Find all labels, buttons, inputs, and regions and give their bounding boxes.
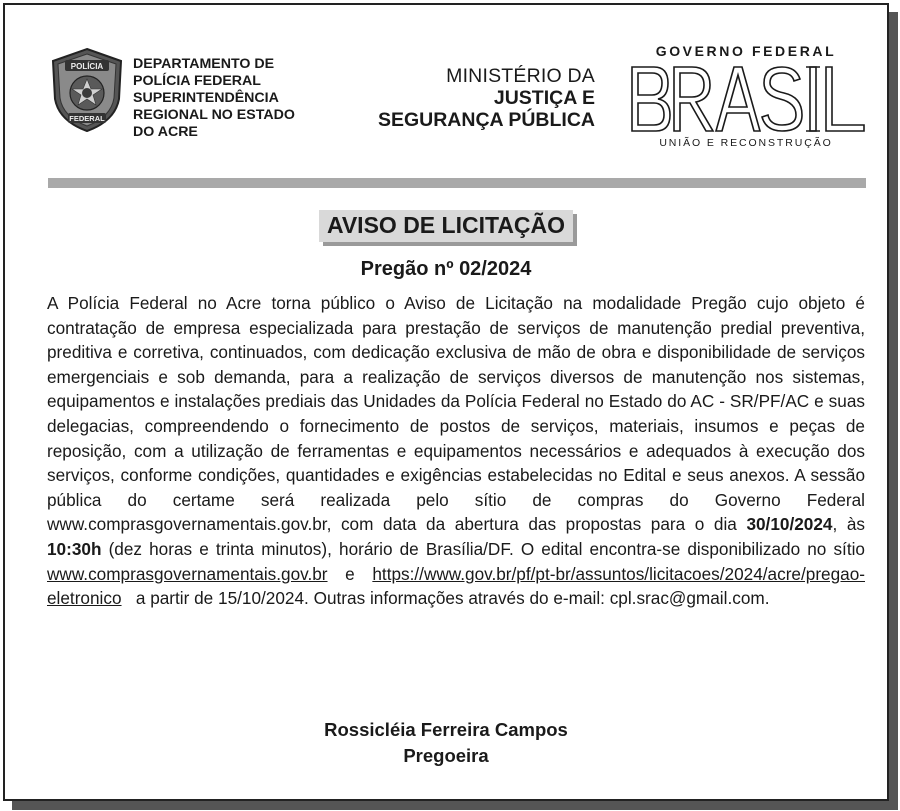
notice-title: AVISO DE LICITAÇÃO — [319, 210, 573, 242]
pf-pregao-link[interactable]: https://www.gov.br/pf/pt-br/assuntos/licitacoes/2024/acre/pregao-eletronico — [47, 563, 865, 609]
department-line: DEPARTAMENTO DE — [133, 56, 275, 72]
seal-bottom-text: FEDERAL — [69, 114, 105, 123]
body-text: e — [327, 563, 373, 584]
body-text: A Polícia Federal no Acre torna público o Aviso de Licitação na modalidade Pregão cujo objeto é contratação de empresa especializada para prestação de serviços de manutenção predial preventiva, preditiva e corretiva, continuados, com dedicação exclusiva de mão de obra e disponibilidade de serviços emergenciais e sob demanda, para a realização de serviços diversos de manutenção nos sistemas, equipamentos e instalações prediais das Unidades da Polícia Federal no Estado do AC - SR/PF/AC e suas delegacias, compreendendo o fornecimento de postos de serviços, materiais, insumos e peças de reposição, com a utilização de ferramentas e equipamentos necessários e adequados à execução dos serviços, conforme condições, quantidades e exigências estabelecidas no Edital e seus anexos. A sessão pública do certame será realizada pelo sítio de compras do Governo Federal www.comprasgovernamentais.gov.br, com data da abertura das propostas para o dia — [47, 293, 865, 535]
department-line: DO ACRE — [133, 124, 198, 140]
body-text: , às — [832, 514, 865, 535]
signature-name: Rossicléia Ferreira Campos — [324, 719, 568, 740]
police-seal-logo — [49, 47, 125, 133]
header-divider — [48, 178, 866, 188]
body-text: a partir de 15/10/2024. Outras informações através do e-mail: cpl.srac@gmail.com. — [121, 588, 770, 609]
department-line: REGIONAL NO ESTADO — [133, 107, 295, 123]
brasil-logo — [630, 65, 866, 133]
compras-link[interactable]: www.comprasgovernamentais.gov.br — [47, 563, 328, 584]
title-wrapper — [5, 210, 887, 242]
ministry-line-3: SEGURANÇA PÚBLICA — [377, 109, 595, 131]
notice-frame — [3, 3, 889, 801]
opening-date: 30/10/2024 — [746, 514, 833, 535]
seal-top-text: POLÍCIA — [70, 62, 104, 71]
body-text: (dez horas e trinta minutos), horário de Brasília/DF. O edital encontra-se disponibilizado no sítio — [101, 538, 865, 559]
government-bottom-label: UNIÃO E RECONSTRUÇÃO — [659, 137, 833, 149]
signature-role: Pregoeira — [403, 745, 489, 766]
ministry-block — [378, 65, 595, 131]
government-top-label: GOVERNO FEDERAL — [655, 43, 837, 59]
ministry-line-1: MINISTÉRIO DA — [446, 65, 595, 87]
notice-body — [47, 291, 865, 611]
notice-subtitle: Pregão nº 02/2024 — [360, 258, 532, 280]
header — [5, 5, 887, 180]
signature-block — [5, 717, 887, 769]
department-line: SUPERINTENDÊNCIA — [133, 90, 279, 106]
opening-time: 10:30h — [47, 538, 102, 559]
ministry-line-2: JUSTIÇA E — [493, 87, 595, 109]
department-block — [133, 56, 295, 141]
department-line: POLÍCIA FEDERAL — [133, 73, 261, 89]
